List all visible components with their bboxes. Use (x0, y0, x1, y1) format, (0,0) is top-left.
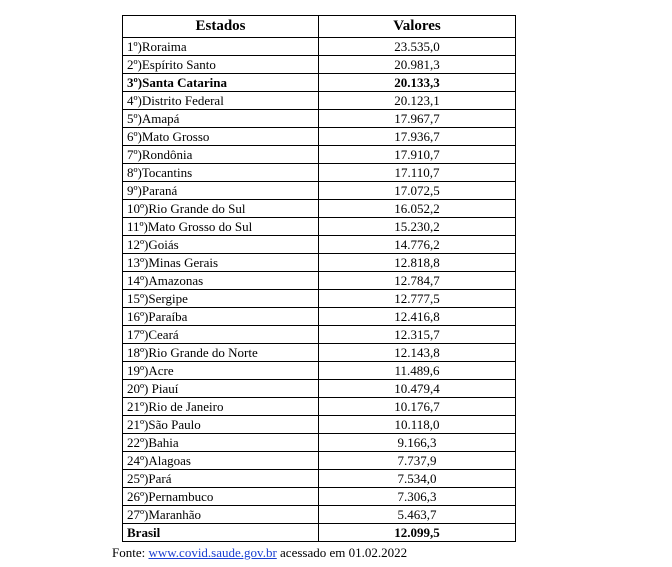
state-cell: 27º)Maranhão (123, 506, 319, 524)
value-cell: 20.123,1 (319, 92, 516, 110)
state-cell: 15º)Sergipe (123, 290, 319, 308)
state-cell: 25º)Pará (123, 470, 319, 488)
value-cell: 9.166,3 (319, 434, 516, 452)
state-cell: 14º)Amazonas (123, 272, 319, 290)
value-cell: 7.737,9 (319, 452, 516, 470)
state-cell: 13º)Minas Gerais (123, 254, 319, 272)
table-header-row (123, 16, 516, 38)
value-cell: 12.818,8 (319, 254, 516, 272)
state-cell: 22º)Bahia (123, 434, 319, 452)
state-cell: 8º)Tocantins (123, 164, 319, 182)
value-cell: 17.967,7 (319, 110, 516, 128)
state-cell: 2º)Espírito Santo (123, 56, 319, 74)
state-cell: 1º)Roraima (123, 38, 319, 56)
header-estados: Estados (123, 16, 319, 38)
header-valores: Valores (319, 16, 516, 38)
table-row (123, 470, 516, 488)
state-cell: 19º)Acre (123, 362, 319, 380)
table-row (123, 272, 516, 290)
value-cell: 12.315,7 (319, 326, 516, 344)
table-row (123, 326, 516, 344)
table-row (123, 200, 516, 218)
table-row (123, 218, 516, 236)
state-cell: 18º)Rio Grande do Norte (123, 344, 319, 362)
state-cell: 20º) Piauí (123, 380, 319, 398)
state-cell: 5º)Amapá (123, 110, 319, 128)
table-row (123, 434, 516, 452)
state-cell: 26º)Pernambuco (123, 488, 319, 506)
state-cell: 10º)Rio Grande do Sul (123, 200, 319, 218)
source-suffix: acessado em 01.02.2022 (276, 545, 408, 560)
table-row (123, 344, 516, 362)
table-row (123, 74, 516, 92)
table-row (123, 254, 516, 272)
value-cell: 16.052,2 (319, 200, 516, 218)
table-row (123, 164, 516, 182)
table-row (123, 488, 516, 506)
value-cell: 7.306,3 (319, 488, 516, 506)
table-row (123, 236, 516, 254)
value-cell: 10.118,0 (319, 416, 516, 434)
state-cell: 24º)Alagoas (123, 452, 319, 470)
value-cell: 20.981,3 (319, 56, 516, 74)
table-body (123, 38, 516, 524)
table-row (123, 92, 516, 110)
value-cell: 12.777,5 (319, 290, 516, 308)
state-cell: 9º)Paraná (123, 182, 319, 200)
value-cell: 5.463,7 (319, 506, 516, 524)
table-row (123, 380, 516, 398)
value-cell: 12.784,7 (319, 272, 516, 290)
table-row (123, 182, 516, 200)
table-row (123, 290, 516, 308)
table-row (123, 128, 516, 146)
state-cell: 11º)Mato Grosso do Sul (123, 218, 319, 236)
total-value-cell: 12.099,5 (319, 524, 516, 542)
table-row (123, 506, 516, 524)
table-row (123, 146, 516, 164)
table-row (123, 452, 516, 470)
source-note (112, 545, 407, 561)
value-cell: 23.535,0 (319, 38, 516, 56)
state-cell: 3º)Santa Catarina (123, 74, 319, 92)
value-cell: 17.072,5 (319, 182, 516, 200)
state-cell: 21º)Rio de Janeiro (123, 398, 319, 416)
value-cell: 17.936,7 (319, 128, 516, 146)
state-cell: 16º)Paraíba (123, 308, 319, 326)
value-cell: 12.143,8 (319, 344, 516, 362)
total-row (123, 524, 516, 542)
value-cell: 10.479,4 (319, 380, 516, 398)
value-cell: 15.230,2 (319, 218, 516, 236)
state-cell: 7º)Rondônia (123, 146, 319, 164)
table-row (123, 398, 516, 416)
value-cell: 20.133,3 (319, 74, 516, 92)
table-row (123, 308, 516, 326)
table-row (123, 416, 516, 434)
value-cell: 10.176,7 (319, 398, 516, 416)
states-values-table (122, 15, 516, 542)
value-cell: 17.110,7 (319, 164, 516, 182)
state-cell: 17º)Ceará (123, 326, 319, 344)
total-state-cell: Brasil (123, 524, 319, 542)
table-row (123, 110, 516, 128)
table-row (123, 56, 516, 74)
value-cell: 11.489,6 (319, 362, 516, 380)
table-row (123, 362, 516, 380)
value-cell: 14.776,2 (319, 236, 516, 254)
state-cell: 6º)Mato Grosso (123, 128, 319, 146)
source-link[interactable]: www.covid.saude.gov.br (148, 545, 277, 560)
value-cell: 7.534,0 (319, 470, 516, 488)
state-cell: 12º)Goiás (123, 236, 319, 254)
state-cell: 21º)São Paulo (123, 416, 319, 434)
state-cell: 4º)Distrito Federal (123, 92, 319, 110)
table-row (123, 38, 516, 56)
value-cell: 17.910,7 (319, 146, 516, 164)
source-prefix: Fonte: (112, 545, 149, 560)
value-cell: 12.416,8 (319, 308, 516, 326)
